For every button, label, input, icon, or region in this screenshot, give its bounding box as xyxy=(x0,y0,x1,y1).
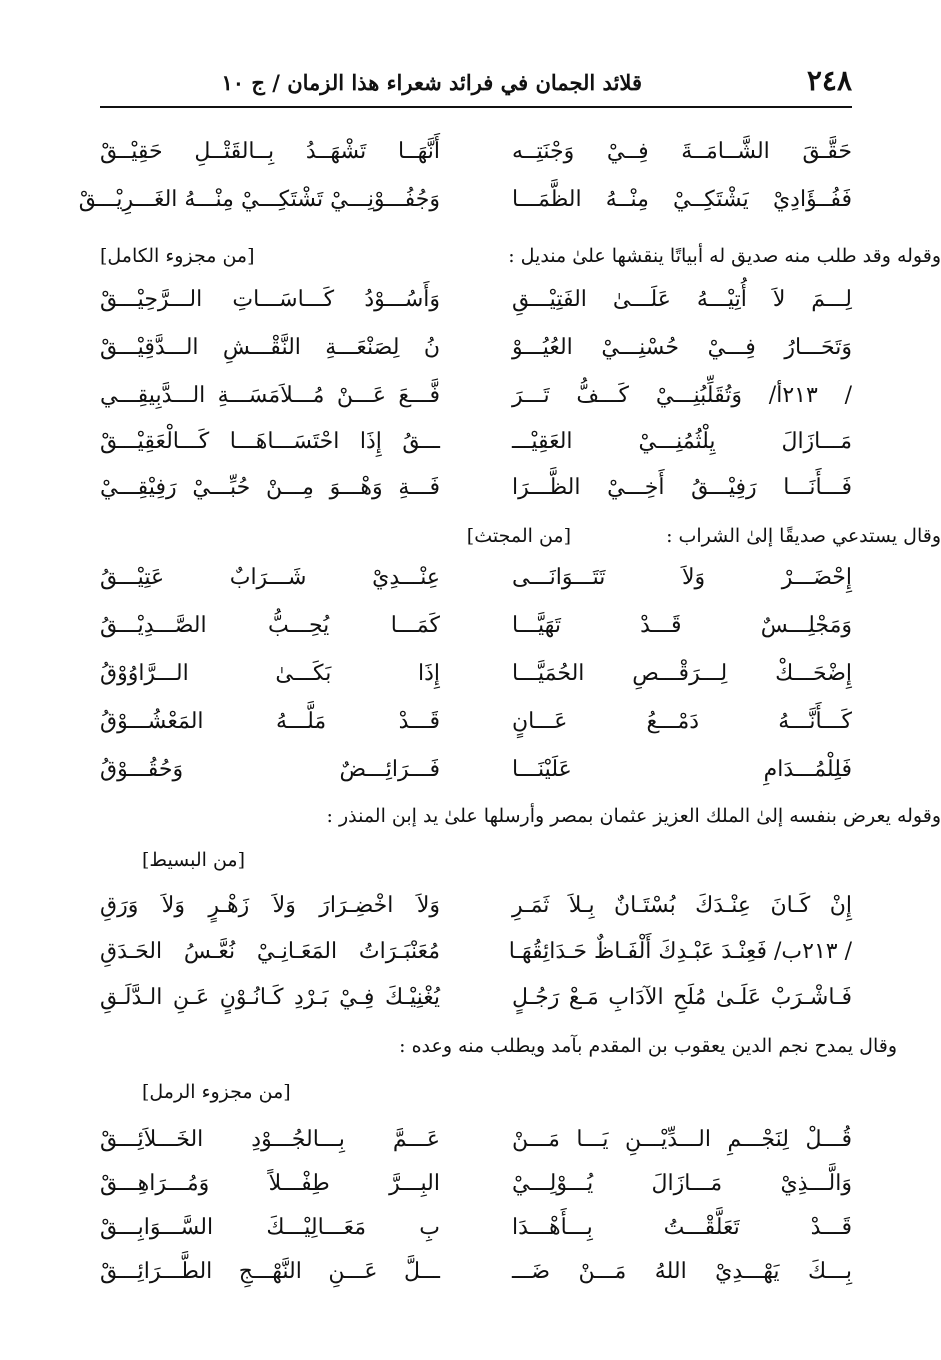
verse-row xyxy=(100,748,852,792)
verse-second-hemistich: فَـــةِ وَهْـــوَ مِـــنْ حُبِّـــيْ رَفِيْقِـــيْ xyxy=(100,475,440,500)
page-header xyxy=(100,62,852,108)
verse-row xyxy=(100,326,852,370)
meter-label: [من مجزوء الكامل] xyxy=(100,245,255,267)
verse-row xyxy=(100,466,852,510)
verse-second-hemistich: بِ مَعَـــالِيْـــكَ السَّـــوَابِـــقْ xyxy=(100,1215,440,1240)
verse-first-hemistich: بِـــكَ يَهْـــدِيْ اللهُ مَـــنْ ضَـــ xyxy=(512,1259,852,1284)
verse-row xyxy=(100,884,852,928)
verse-first-hemistich: قَـــدْ تَعَلَّقْـــتُ بِـــأَهْـــدَا xyxy=(512,1215,852,1240)
verse-row xyxy=(100,374,852,418)
page-number: ٢٤٨ xyxy=(806,64,852,97)
verse-row xyxy=(78,178,852,222)
verse-row xyxy=(100,420,852,464)
verse-second-hemistich: وَجُفُـــوْنِـــيْ تَشْتَكِـــيْ مِنْـــهُ الغَـــرِيْـــقْ xyxy=(78,187,440,212)
meter-label: [من مجزوء الرمل] xyxy=(142,1081,291,1103)
verse-first-hemistich: كَـــأَنَّـــهُ دَمْـــعُ عَـــانٍ xyxy=(512,709,852,734)
running-title: قلائد الجمان في فرائد شعراء هذا الزمان / ج ١٠ xyxy=(221,70,642,95)
verse-row xyxy=(100,652,852,696)
verse-first-hemistich: إِحْضَـــرْ وَلاَ تَتَـــوَانَـــى xyxy=(512,565,852,590)
verse-row xyxy=(100,604,852,648)
verse-row xyxy=(100,1118,852,1162)
verse-second-hemistich: مُعَنْبَـرَاتُ المَعَـانِـيْ نُعَّـسُ الحَـدَقِ xyxy=(100,939,440,964)
verse-second-hemistich: عِنْـــدِيْ شَـــرَابٌ عَتِيْـــقُ xyxy=(100,565,440,590)
verse-second-hemistich: وَأَسُـــوْدُ كَـــاسَـــاتِ الـــرَّحِيْـــقْ xyxy=(100,287,440,312)
verse-row xyxy=(100,700,852,744)
meter-label: [من المجتث] xyxy=(466,525,571,547)
verse-row xyxy=(100,1206,852,1250)
verse-second-hemistich: إِذَا بَكَـــىٰ الـــرَّاوُوْقُ xyxy=(100,661,440,686)
verse-second-hemistich: يُغْنِيْـكَ فِـيْ بَـرْدِ كَـانُـوْنٍ عَـنِ الـدَّلَـقِ xyxy=(100,985,440,1010)
meter-label: [من البسيط] xyxy=(142,849,246,871)
verse-second-hemistich: نُ لِصَنْعَـــةِ النَّقْـــشِ الـــدَّقِيْـــقْ xyxy=(100,335,440,360)
verse-second-hemistich: كَمَـــا يُحِـــبُّ الصَّـــدِيْـــقُ xyxy=(100,613,440,638)
verse-first-hemistich: فَـاشْـرَبْ عَلَـىٰ مُلَحِ الآدَابِ مَـعْ رَجُـلٍ xyxy=(512,985,852,1010)
verse-first-hemistich: / ٢١٣ب/ فَعِنْـدَ عَبْـدِكَ أَلْفَـاظٌ حَـدَائِقُهَـا xyxy=(508,939,852,964)
verse-row xyxy=(100,1162,852,1206)
verse-second-hemistich: ـــقُ إِذَا احْتَسَـــاهَـــا كَـــالْعَقِيْـــقْ xyxy=(100,429,440,454)
verse-first-hemistich: قُـــلْ لِنَجْـــمِ الـــدِّيْـــنِ يَـــا مَـــنْ xyxy=(512,1127,852,1152)
verse-first-hemistich: فَـــأَنَـــا رَفِيْـــقُ أَخِـــيْ الظَّـــرَا xyxy=(512,475,852,500)
verse-second-hemistich: البِـــرَّ طِفْـــلاً وَمُـــرَاهِـــقْ xyxy=(100,1171,440,1196)
verse-row xyxy=(100,976,852,1020)
verse-first-hemistich: لِـــمَ لاَ أُتِيْـــهُ عَلَـــىٰ الفَتِيْـــقِ xyxy=(512,287,852,312)
verse-first-hemistich: حَقَّـقَ الشَّــامَــةَ فِــيْ وَجْنَتِــه xyxy=(512,139,852,164)
intro-text: وقال يمدح نجم الدين يعقوب بن المقدم بآمد ويطلب منه وعده : xyxy=(399,1035,897,1057)
verse-second-hemistich: فَـــرَائِـــضٌ وَحُقُـــوْقُ xyxy=(100,757,440,782)
verse-row xyxy=(100,1250,852,1294)
verse-second-hemistich: عَـــمَّ بِـــالجُـــوْدِ الخَـــلاَئِـــقْ xyxy=(100,1127,440,1152)
intro-text: وقوله يعرض بنفسه إلىٰ الملك العزيز عثمان بمصر وأرسلها علىٰ يد إبن المنذر : xyxy=(326,805,941,827)
intro-text: وقوله وقد طلب منه صديق له أبياتًا ينقشها علىٰ منديل : xyxy=(508,245,941,267)
verse-second-hemistich: فَّـــعَ عَـــنْ مُـــلاَمَسَـــةِ الـــدَّبِيقِـــي xyxy=(100,383,440,408)
verse-row xyxy=(100,930,852,974)
intro-text: وقال يستدعي صديقًا إلىٰ الشراب : xyxy=(666,525,941,547)
verse-second-hemistich: ـــلَّ عَـــنِ النَّهْـــجِ الطَّـــرَائِـــقْ xyxy=(100,1259,440,1284)
verse-second-hemistich: وَلاَ اخْضِـرَارَ وَلاَ زَهْـرٍ وَلاَ وَرَقِ xyxy=(100,893,440,918)
verse-first-hemistich: فَفُــؤَادِيْ يَشْتَكِــيْ مِنْــهُ الظَّمَـــا xyxy=(512,187,852,212)
verse-second-hemistich: قَـــدْ مَلَّـــهُ المَعْشُـــوْقُ xyxy=(100,709,440,734)
verse-first-hemistich: وَالَّـــذِيْ مَـــازَالَ يُـــوْلِـــيْ xyxy=(512,1171,852,1196)
verse-second-hemistich: أَنَّهَــا تَشْهَــدُ بِــالقَتْــلِ حَقِيْــقْ xyxy=(100,139,440,164)
verse-row xyxy=(100,556,852,600)
verse-first-hemistich: وَمَجْلِـــسٌ قَـــدْ تَهَيَّـــا xyxy=(512,613,852,638)
verse-row xyxy=(100,278,852,322)
verse-first-hemistich: مَـــازَالَ يِلْثُمُنِـــيْ العَقِيْـــ xyxy=(512,429,852,454)
verse-first-hemistich: / ٢١٣أ/ وَتُقَلِّبُنِـــيْ كَـــفُّ تَـــرَ xyxy=(512,383,853,408)
verse-first-hemistich: إِضْحَـــكْ لِـــرَقْـــصِ الحُمَيَّـــا xyxy=(512,661,852,686)
verse-first-hemistich: إِنْ كَـانَ عِنْـدَكَ بُسْتَـانٌ بِـلاَ ثَمَـرِ xyxy=(512,893,852,918)
verse-first-hemistich: فَلِلْمُـــدَامِ عَلَيْنَـــا xyxy=(512,757,852,782)
verse-first-hemistich: وَتَحَـــارُ فِـــيْ حُسْنِـــيْ العُيُـــوْ xyxy=(512,335,852,360)
verse-row xyxy=(100,130,852,174)
